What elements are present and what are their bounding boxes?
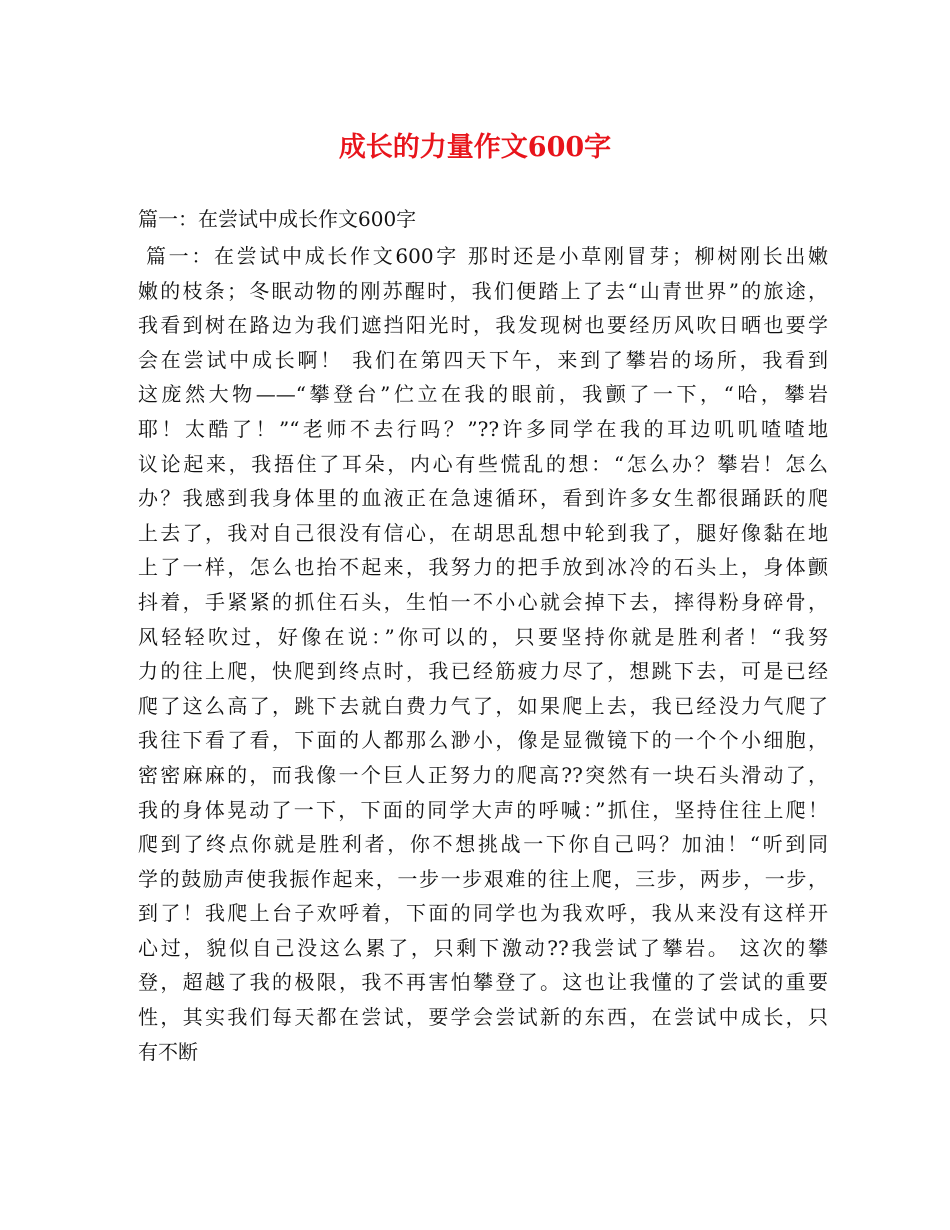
text-line: 力的往上爬，快爬到终点时，我已经筋疲力尽了，想跳下去，可是已经 [138,659,828,684]
text-line: 嫩的枝条；冬眠动物的刚苏醒时，我们便踏上了去“山青世界”的旅途， [138,278,828,303]
text-line: 办？我感到我身体里的血液正在急速循环，看到许多女生都很踊跃的爬 [138,486,828,511]
text-line: 爬了这么高了，跳下去就白费力气了，如果爬上去，我已经没力气爬了 [138,693,828,718]
text-line: 这庞然大物——“攀登台”伫立在我的眼前，我颤了一下，“哈，攀岩 [138,382,828,407]
text-line: 上去了，我对自己很没有信心，在胡思乱想中轮到我了，腿好像黏在地 [138,520,828,545]
text-line: 爬到了终点你就是胜利者，你不想挑战一下你自己吗？加油！“听到同 [138,832,828,857]
text-line: 我看到树在路边为我们遮挡阳光时，我发现树也要经历风吹日晒也要学 [138,313,828,338]
essay-body [138,239,828,1069]
text-line: 性，其实我们每天都在尝试，要学会尝试新的东西，在尝试中成长，只 [138,1005,828,1030]
text-line: 上了一样，怎么也抬不起来，我努力的把手放到冰冷的石头上，身体颤 [138,555,828,580]
section-heading: 篇一：在尝试中成长作文600字 [138,207,417,231]
text-line: 到了！我爬上台子欢呼着，下面的同学也为我欢呼，我从来没有这样开 [138,901,828,926]
text-line: 议论起来，我捂住了耳朵，内心有些慌乱的想：“怎么办？攀岩！怎么 [138,451,828,476]
text-line: 我往下看了看，下面的人都那么渺小，像是显微镜下的一个个小细胞， [138,728,828,753]
text-line: 篇一：在尝试中成长作文600字 那时还是小草刚冒芽；柳树刚长出嫩 [146,244,828,268]
text-line: 抖着，手紧紧的抓住石头，生怕一不小心就会掉下去，摔得粉身碎骨， [138,589,828,614]
text-line: 会在尝试中成长啊！ 我们在第四天下午，来到了攀岩的场所，我看到 [138,347,828,372]
text-line: 风轻轻吹过，好像在说：”你可以的，只要坚持你就是胜利者！“我努 [138,624,828,649]
text-line: 耶！太酷了！”“老师不去行吗？”??许多同学在我的耳边叽叽喳喳地 [138,416,828,441]
text-line: 密密麻麻的，而我像一个巨人正努力的爬高??突然有一块石头滑动了， [138,762,828,787]
document-title: 成长的力量作文600字 [338,132,612,163]
text-line: 心过，貌似自己没这么累了，只剩下激动??我尝试了攀岩。 这次的攀 [138,935,828,960]
text-line: 学的鼓励声使我振作起来，一步一步艰难的往上爬，三步，两步，一步， [138,866,828,891]
text-line: 我的身体晃动了一下，下面的同学大声的呼喊：”抓住，坚持住往上爬！ [138,797,828,822]
text-line: 有不断 [138,1039,198,1064]
text-line: 登，超越了我的极限，我不再害怕攀登了。这也让我懂的了尝试的重要 [138,970,828,995]
